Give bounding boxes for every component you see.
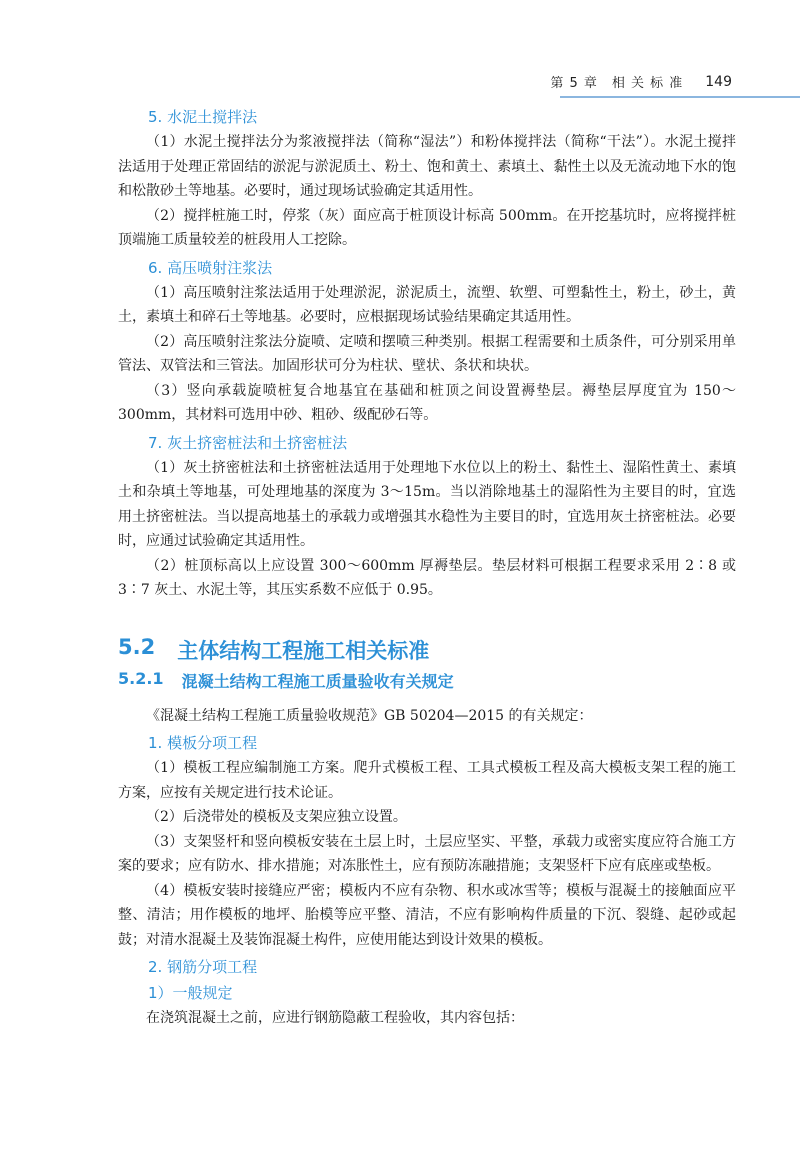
heading-cement-mixing: 5. 水泥土搅拌法 [148, 108, 258, 126]
subsection-number: 5.2.1 [118, 668, 164, 688]
paragraph: （4）模板安装时接缝应严密；模板内不应有杂物、积水或冰雪等；模板与混凝土的接触面应平整、清洁；用作模板的地坪、胎模等应平整、清洁，不应有影响构件质量的下沉、裂缝、起砂或起鼓；对清水混凝土及装饰混凝土构件，应使用能达到设计效果的模板。 [118, 882, 736, 948]
running-header [550, 72, 732, 91]
subsection-title: 混凝土结构工程施工质量验收有关规定 [181, 671, 454, 691]
header-rule [560, 96, 800, 98]
paragraph: 在浇筑混凝土之前，应进行钢筋隐蔽工程验收，其内容包括： [146, 1010, 524, 1026]
page-body [118, 102, 736, 1031]
paragraph: （3）竖向承载旋喷桩复合地基宜在基础和桩顶之间设置褥垫层。褥垫层厚度宜为 150～300mm，其材料可选用中砂、粗砂、级配砂石等。 [118, 382, 736, 423]
paragraph: （1）高压喷射注浆法适用于处理淤泥，淤泥质土，流塑、软塑、可塑黏性土，粉土，砂土，黄土，素填土和碎石土等地基。必要时，应根据现场试验结果确定其适用性。 [118, 284, 736, 325]
section-title: 主体结构工程施工相关标准 [177, 638, 430, 663]
heading-rebar: 2. 钢筋分项工程 [148, 958, 258, 976]
paragraph: （3）支架竖杆和竖向模板安装在土层上时，土层应坚实、平整，承载力或密实度应符合施工方案的要求；应有防水、排水措施；对冻胀性土，应有预防冻融措施；支架竖杆下应有底座或垫板。 [118, 833, 736, 874]
paragraph: （2）后浇带处的模板及支架应独立设置。 [146, 809, 407, 825]
section-number: 5.2 [118, 634, 156, 659]
paragraph: （1）模板工程应编制施工方案。爬升式模板工程、工具式模板工程及高大模板支架工程的施工方案，应按有关规定进行技术论证。 [118, 760, 736, 801]
chapter-title: 第 5 章 相 关 标 准 [550, 76, 684, 91]
paragraph: 《混凝土结构工程施工质量验收规范》GB 50204—2015 的有关规定： [146, 707, 593, 724]
paragraph: （2）搅拌桩施工时，停浆（灰）面应高于桩顶设计标高 500mm。在开挖基坑时，应将搅拌桩顶端施工质量较差的桩段用人工挖除。 [118, 207, 736, 248]
paragraph: （2）高压喷射注浆法分旋喷、定喷和摆喷三种类别。根据工程需要和土质条件，可分别采用单管法、双管法和三管法。加固形状可分为柱状、壁状、条状和块状。 [118, 333, 736, 374]
paragraph: （2）桩顶标高以上应设置 300～600mm 厚褥垫层。垫层材料可根据工程要求采用 2∶8 或 3∶7 灰土、水泥土等，其压实系数不应低于 0.95。 [118, 557, 736, 598]
paragraph: （1）水泥土搅拌法分为浆液搅拌法（简称“湿法”）和粉体搅拌法（简称“干法”）。水泥土搅拌法适用于处理正常固结的淤泥与淤泥质土、粉土、饱和黄土、素填土、黏性土以及无流动地下水的饱和松散砂土等地基。必要时，通过现场试验确定其适用性。 [118, 134, 736, 199]
heading-general-rules: 1）一般规定 [148, 984, 233, 1002]
page-number: 149 [705, 73, 732, 90]
heading-compaction-pile: 7. 灰土挤密桩法和土挤密桩法 [148, 433, 348, 452]
section-heading [118, 635, 736, 665]
subsection-heading [118, 669, 736, 692]
heading-formwork: 1. 模板分项工程 [148, 734, 258, 752]
page-header [0, 0, 800, 100]
heading-jet-grouting: 6. 高压喷射注浆法 [148, 258, 273, 277]
paragraph: （1）灰土挤密桩法和土挤密桩法适用于处理地下水位以上的粉土、黏性土、湿陷性黄土、素填土和杂填土等地基，可处理地基的深度为 3～15m。当以消除地基土的湿陷性为主要目的时，宜选用土挤密桩法。当以提高地基土的承载力或增强其水稳性为主要目的时，宜选用灰土挤密桩法。必要时，应通过试验确定其适用性。 [118, 459, 736, 549]
